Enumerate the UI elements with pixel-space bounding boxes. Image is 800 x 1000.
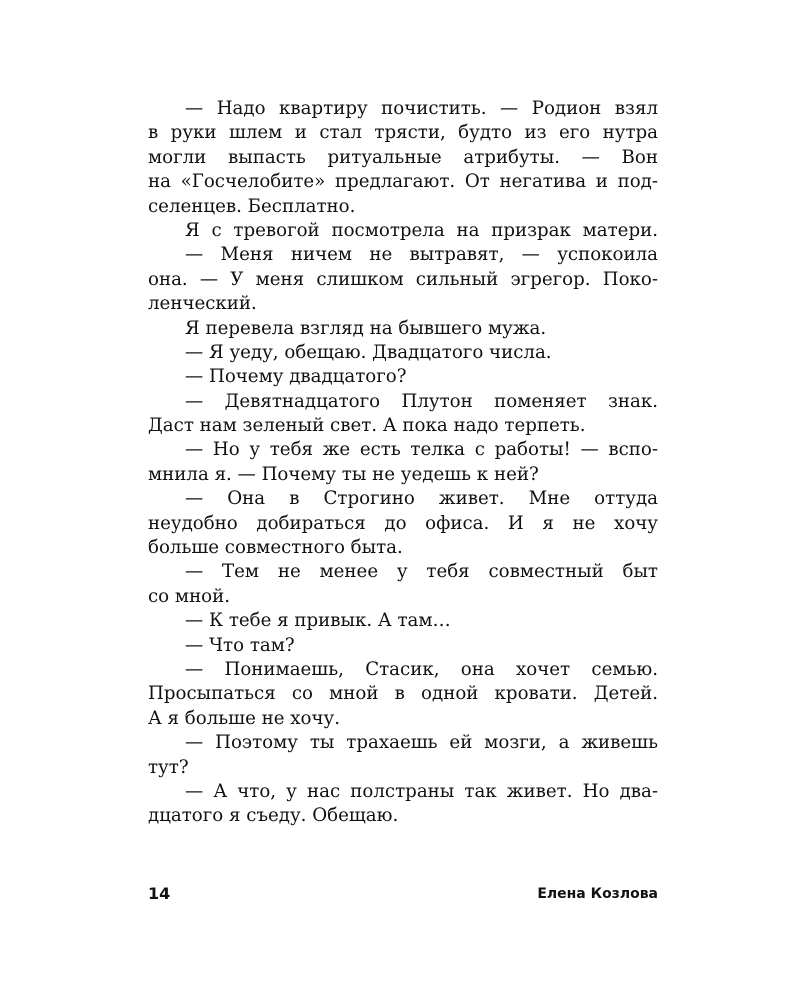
- page-number: 14: [148, 884, 171, 903]
- text-line: — Девятнадцатого Плутон поменяет знак.: [185, 390, 658, 412]
- text-line: — А что, у нас полстраны так живет. Но два-: [185, 780, 658, 802]
- text-line: — Понимаешь, Стасик, она хочет семью.: [185, 658, 658, 680]
- text-line: Просыпаться со мной в одной кровати. Детей.: [148, 683, 658, 705]
- text-line: мнила я. — Почему ты не уедешь к ней?: [148, 463, 539, 485]
- text-line: могли выпасть ритуальные атрибуты. — Вон: [148, 146, 658, 168]
- text-line: Я с тревогой посмотрела на призрак матери.: [185, 219, 658, 241]
- text-line: со мной.: [148, 585, 231, 607]
- text-line: ленческий.: [148, 293, 257, 315]
- text-line: она. — У меня слишком сильный эгрегор. Поко-: [148, 268, 658, 290]
- text-line: — Что там?: [185, 634, 295, 656]
- text-line: Даст нам зеленый свет. А пока надо терпеть.: [148, 415, 586, 437]
- text-line: Я перевела взгляд на бывшего мужа.: [185, 317, 547, 339]
- text-line: в руки шлем и стал трясти, будто из его нутра: [148, 122, 658, 144]
- text-line: дцатого я съеду. Обещаю.: [148, 805, 399, 827]
- text-line: — Меня ничем не вытравят, — успокоила: [185, 244, 658, 266]
- text-line: больше совместного быта.: [148, 537, 403, 559]
- text-line: на «Госчелобите» предлагают. От негатива и под-: [148, 171, 658, 193]
- text-line: — Но у тебя же есть телка с работы! — вспо-: [185, 439, 658, 461]
- text-line: селенцев. Бесплатно.: [148, 195, 356, 217]
- text-line: неудобно добираться до офиса. И я не хочу: [148, 512, 658, 534]
- text-line: — Поэтому ты трахаешь ей мозги, а живешь: [185, 732, 658, 754]
- text-line: — Надо квартиру почистить. — Родион взял: [185, 98, 658, 119]
- text-line: — Почему двадцатого?: [185, 366, 407, 388]
- text-line: — К тебе я привык. А там…: [185, 610, 451, 632]
- book-text: [148, 97, 658, 829]
- running-footer-author: Елена Козлова: [537, 886, 658, 902]
- text-line: тут?: [148, 756, 189, 778]
- text-line: — Тем не менее у тебя совместный быт: [185, 561, 658, 583]
- text-line: А я больше не хочу.: [148, 707, 340, 729]
- text-line: — Я уеду, обещаю. Двадцатого числа.: [185, 341, 552, 363]
- text-line: — Она в Строгино живет. Мне оттуда: [185, 488, 658, 510]
